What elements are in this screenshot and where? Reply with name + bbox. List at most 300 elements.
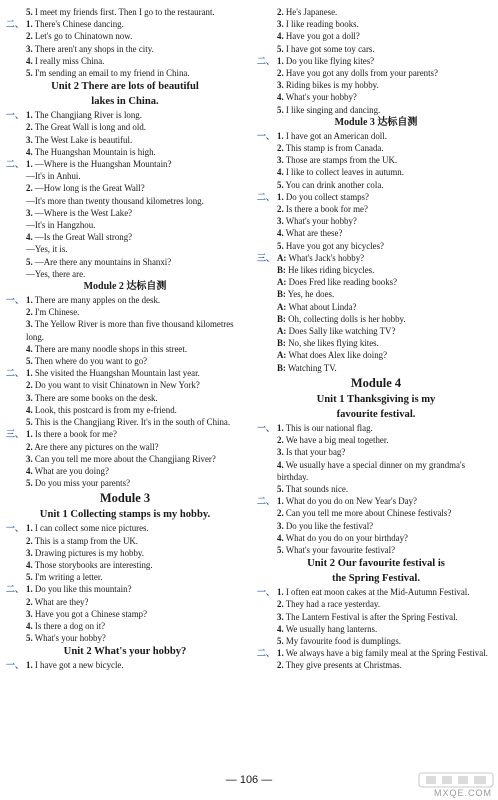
item-number: 1. bbox=[26, 19, 33, 30]
item-number: A: bbox=[277, 252, 287, 263]
answer-line bbox=[6, 571, 244, 583]
item-number: 4. bbox=[26, 620, 33, 631]
unit-heading: Unit 2 What's your hobby? bbox=[63, 646, 187, 658]
answer-line bbox=[6, 318, 244, 342]
answer-text: Drawing pictures is my hobby. bbox=[34, 547, 144, 558]
answer-text: We have a big meal together. bbox=[285, 435, 389, 446]
item-number: 4. bbox=[277, 92, 284, 103]
item-number: 2. bbox=[26, 183, 33, 194]
answer-line bbox=[257, 362, 495, 374]
answer-line bbox=[257, 18, 495, 30]
answer-line bbox=[6, 379, 244, 391]
answer-line bbox=[257, 313, 495, 325]
item-number: 1. bbox=[26, 159, 33, 170]
item-number: 3. bbox=[277, 155, 284, 166]
answer-text: What's Jack's hobby? bbox=[288, 252, 365, 263]
answer-line bbox=[257, 276, 495, 288]
answer-line bbox=[257, 191, 495, 203]
answer-line bbox=[6, 134, 244, 146]
section-marker: 一、 bbox=[6, 295, 24, 306]
answer-text: There are many apples on the desk. bbox=[34, 295, 161, 306]
answer-text: What's your hobby? bbox=[34, 633, 106, 644]
item-number: 2. bbox=[277, 143, 284, 154]
unit-heading: the Spring Festival. bbox=[332, 573, 420, 585]
item-number: 5. bbox=[26, 417, 33, 428]
answer-text: —Where is the West Lake? bbox=[34, 207, 133, 218]
answer-line bbox=[257, 301, 495, 313]
answer-line bbox=[257, 6, 495, 18]
answer-text: I like singing and dancing. bbox=[285, 104, 381, 115]
answer-line bbox=[6, 477, 244, 489]
answer-text: Do you like this mountain? bbox=[34, 584, 132, 595]
answer-text: We always have a big family meal at the Spring Festival. bbox=[285, 648, 488, 659]
item-number: 3. bbox=[277, 520, 284, 531]
answer-text: This is our national flag. bbox=[285, 422, 373, 433]
answer-text: There aren't any shops in the city. bbox=[34, 43, 154, 54]
page-number: — 106 — bbox=[225, 774, 273, 786]
item-number: 5. bbox=[277, 240, 284, 251]
answer-line bbox=[6, 231, 244, 243]
watermark-text: MXQE.COM bbox=[433, 788, 492, 798]
answer-line bbox=[6, 243, 244, 255]
item-number: 3. bbox=[26, 547, 33, 558]
item-number: 5. bbox=[26, 356, 33, 367]
answer-text: What do you do on your birthday? bbox=[285, 532, 408, 543]
section-marker: 一、 bbox=[257, 587, 275, 598]
item-number: 5. bbox=[277, 179, 284, 190]
module-test-heading: Module 2 达标自测 bbox=[83, 281, 167, 293]
answer-text: What are these? bbox=[285, 228, 343, 239]
right-column bbox=[257, 6, 495, 672]
item-number: 5. bbox=[26, 572, 33, 583]
answer-line bbox=[6, 30, 244, 42]
item-number: 1. bbox=[277, 422, 284, 433]
item-number: 1. bbox=[26, 368, 33, 379]
answer-line bbox=[6, 219, 244, 231]
answer-text: There are some books on the desk. bbox=[34, 392, 158, 403]
answer-line bbox=[6, 404, 244, 416]
answer-line bbox=[257, 30, 495, 42]
section-marker: 三、 bbox=[6, 429, 24, 440]
item-number: 5. bbox=[26, 7, 33, 17]
answer-line bbox=[257, 434, 495, 446]
answer-line bbox=[6, 583, 244, 595]
item-number: 5. bbox=[277, 43, 284, 54]
answer-text: I like to collect leaves in autumn. bbox=[285, 167, 404, 178]
item-number: 3. bbox=[277, 447, 284, 458]
answer-text: I'm sending an email to my friend in China. bbox=[34, 68, 190, 79]
item-number: 4. bbox=[26, 465, 33, 476]
answer-line bbox=[6, 596, 244, 608]
item-number: 2. bbox=[26, 307, 33, 318]
answer-text: My favourite food is dumplings. bbox=[285, 635, 401, 646]
answer-line bbox=[257, 227, 495, 239]
answer-line bbox=[6, 392, 244, 404]
answer-text: Have you got a Chinese stamp? bbox=[34, 608, 148, 619]
item-number: 3. bbox=[26, 453, 33, 464]
answer-text: I meet my friends first. Then I go to the restaurant. bbox=[34, 7, 215, 17]
answer-line bbox=[257, 659, 495, 671]
section-marker: 一、 bbox=[257, 130, 275, 141]
answer-text: Look, this postcard is from my e-friend. bbox=[34, 404, 177, 415]
answer-text: He's Japanese. bbox=[285, 7, 338, 17]
unit-heading: lakes in China. bbox=[91, 96, 159, 108]
answer-text: —Is the Great Wall strong? bbox=[34, 232, 133, 243]
unit-heading: Unit 2 Our favourite festival is bbox=[307, 558, 445, 570]
answer-text: This is a stamp from the UK. bbox=[34, 535, 138, 546]
item-number: 5. bbox=[277, 544, 284, 555]
answer-line bbox=[257, 598, 495, 610]
answer-text: I have got a new bicycle. bbox=[34, 660, 124, 671]
item-number: 4. bbox=[277, 459, 284, 470]
answer-text: What do you do on New Year's Day? bbox=[285, 496, 417, 507]
answer-text: There's Chinese dancing. bbox=[34, 19, 124, 30]
left-column bbox=[6, 6, 244, 672]
answer-text: Do you collect stamps? bbox=[285, 191, 369, 202]
item-number: 4. bbox=[26, 559, 33, 570]
answer-line bbox=[6, 207, 244, 219]
answer-line bbox=[257, 483, 495, 495]
answer-text: That sounds nice. bbox=[285, 483, 349, 494]
item-number: 4. bbox=[277, 228, 284, 239]
answer-line bbox=[6, 55, 244, 67]
item-number: 3. bbox=[277, 216, 284, 227]
answer-text: I'm Chinese. bbox=[34, 307, 80, 318]
answer-line bbox=[6, 453, 244, 465]
item-number: 4. bbox=[26, 146, 33, 157]
item-number: 4. bbox=[277, 623, 284, 634]
item-number: B: bbox=[277, 362, 286, 373]
answer-line bbox=[257, 446, 495, 458]
answer-text: No, she likes flying kites. bbox=[288, 338, 379, 349]
answer-line bbox=[6, 465, 244, 477]
answer-line bbox=[257, 104, 495, 116]
item-number: 2. bbox=[277, 508, 284, 519]
item-number: 4. bbox=[26, 343, 33, 354]
answer-line bbox=[257, 79, 495, 91]
answer-line bbox=[257, 647, 495, 659]
item-number: 1. bbox=[277, 648, 284, 659]
section-marker: 二、 bbox=[6, 19, 24, 30]
item-number: 4. bbox=[277, 532, 284, 543]
answer-text: Yes, he does. bbox=[287, 289, 335, 300]
section-marker: 一、 bbox=[257, 422, 275, 433]
answer-text: Have you got any bicycles? bbox=[285, 240, 384, 251]
answer-line bbox=[257, 623, 495, 635]
answer-line bbox=[6, 659, 244, 671]
item-number: 5. bbox=[26, 68, 33, 79]
answer-text: Is there a book for me? bbox=[285, 204, 368, 215]
answer-text: Riding bikes is my hobby. bbox=[285, 80, 379, 91]
answer-line bbox=[257, 349, 495, 361]
answer-text: The Lantern Festival is after the Spring Festival. bbox=[285, 611, 458, 622]
item-number: 1. bbox=[277, 55, 284, 66]
answer-text: Have you got a doll? bbox=[285, 31, 360, 42]
answer-line bbox=[6, 632, 244, 644]
unit-heading: Unit 2 There are lots of beautiful bbox=[51, 81, 199, 93]
answer-line bbox=[257, 586, 495, 598]
answer-text: Watching TV. bbox=[287, 362, 337, 373]
answer-text: —Yes, it is. bbox=[26, 244, 68, 255]
item-number: B: bbox=[277, 289, 286, 300]
item-number: 2. bbox=[277, 599, 284, 610]
item-number: 2. bbox=[277, 660, 284, 671]
unit-heading: Unit 1 Thanksgiving is my bbox=[316, 393, 436, 405]
answer-text: I'm writing a letter. bbox=[34, 572, 103, 583]
answer-line bbox=[257, 240, 495, 252]
answer-line bbox=[6, 343, 244, 355]
answer-text: The Yellow River is more than five thousand kilometres long. bbox=[26, 319, 234, 342]
answer-text: We usually hang lanterns. bbox=[285, 623, 378, 634]
item-number: 2. bbox=[277, 68, 284, 79]
item-number: A: bbox=[277, 350, 287, 361]
answer-text: This is the Changjiang River. It's in the south of China. bbox=[34, 417, 231, 428]
item-number: B: bbox=[277, 338, 286, 349]
answer-text: Can you tell me more about Chinese festivals? bbox=[285, 508, 452, 519]
item-number: 5. bbox=[26, 478, 33, 489]
answer-line bbox=[6, 146, 244, 158]
item-number: 4. bbox=[26, 404, 33, 415]
answer-line bbox=[257, 337, 495, 349]
answer-line bbox=[6, 294, 244, 306]
answer-line bbox=[257, 91, 495, 103]
answer-line bbox=[6, 158, 244, 170]
answer-line bbox=[257, 611, 495, 623]
section-marker: 一、 bbox=[6, 660, 24, 671]
item-number: 3. bbox=[26, 392, 33, 403]
answer-line bbox=[257, 635, 495, 647]
answer-text: What does Alex like doing? bbox=[288, 350, 388, 361]
answer-text: The Great Wall is long and old. bbox=[34, 122, 146, 133]
answer-text: What are you doing? bbox=[34, 465, 109, 476]
answer-line bbox=[257, 142, 495, 154]
item-number: 2. bbox=[26, 31, 33, 42]
answer-text: I have got some toy cars. bbox=[285, 43, 375, 54]
answer-line bbox=[6, 18, 244, 30]
item-number: 4. bbox=[26, 232, 33, 243]
item-number: 2. bbox=[277, 435, 284, 446]
answer-line bbox=[6, 522, 244, 534]
answer-line bbox=[257, 166, 495, 178]
answer-text: I like reading books. bbox=[285, 19, 359, 30]
answer-text: —How long is the Great Wall? bbox=[34, 183, 145, 194]
item-number: 3. bbox=[26, 43, 33, 54]
answer-text: What's your favourite festival? bbox=[285, 544, 396, 555]
answer-text: Do you like the festival? bbox=[285, 520, 374, 531]
unit-heading: favourite festival. bbox=[336, 408, 416, 420]
answer-text: Oh, collecting dolls is her hobby. bbox=[288, 313, 406, 324]
answer-text: Is that your bag? bbox=[285, 447, 346, 458]
item-number: 1. bbox=[277, 130, 284, 141]
answer-line bbox=[6, 268, 244, 280]
answer-line bbox=[257, 325, 495, 337]
answer-text: Those storybooks are interesting. bbox=[34, 559, 153, 570]
item-number: 3. bbox=[277, 80, 284, 91]
answer-text: Let's go to Chinatown now. bbox=[34, 31, 133, 42]
item-number: 1. bbox=[26, 429, 33, 440]
answer-text: I can collect some nice pictures. bbox=[34, 523, 149, 534]
item-number: 5. bbox=[277, 635, 284, 646]
answer-line bbox=[257, 507, 495, 519]
answer-text: Do you like flying kites? bbox=[285, 55, 375, 66]
item-number: 1. bbox=[277, 191, 284, 202]
answer-text: There are many noodle shops in this street. bbox=[34, 343, 188, 354]
answer-line bbox=[257, 154, 495, 166]
answer-text: The Huangshan Mountain is high. bbox=[34, 146, 156, 157]
answer-line bbox=[6, 535, 244, 547]
item-number: 3. bbox=[277, 19, 284, 30]
answer-line bbox=[257, 520, 495, 532]
answer-line bbox=[6, 416, 244, 428]
answer-text: She visited the Huangshan Mountain last year. bbox=[34, 368, 200, 379]
answer-line bbox=[6, 441, 244, 453]
answer-text: —It's in Hangzhou. bbox=[26, 220, 96, 231]
item-number: 2. bbox=[277, 204, 284, 215]
answer-text: Then where do you want to go? bbox=[34, 356, 148, 367]
item-number: 3. bbox=[26, 319, 33, 330]
answer-text: What about Linda? bbox=[288, 301, 357, 312]
item-number: 2. bbox=[26, 596, 33, 607]
answer-line bbox=[257, 179, 495, 191]
answer-text: The West Lake is beautiful. bbox=[34, 134, 133, 145]
item-number: A: bbox=[277, 301, 287, 312]
item-number: 2. bbox=[26, 380, 33, 391]
item-number: 2. bbox=[26, 535, 33, 546]
answer-line bbox=[257, 215, 495, 227]
answer-line bbox=[6, 121, 244, 133]
answer-line bbox=[6, 306, 244, 318]
answer-text: Is there a book for me? bbox=[34, 429, 117, 440]
answer-line bbox=[257, 43, 495, 55]
answer-line bbox=[257, 55, 495, 67]
answer-text: Do you miss your parents? bbox=[34, 478, 131, 489]
item-number: 1. bbox=[277, 587, 284, 598]
answer-line bbox=[257, 203, 495, 215]
answer-text: What's your hobby? bbox=[285, 92, 357, 103]
answer-text: —Where is the Huangshan Mountain? bbox=[34, 159, 172, 170]
item-number: 4. bbox=[277, 31, 284, 42]
answer-text: The Changjiang River is long. bbox=[34, 110, 142, 121]
answer-line bbox=[6, 367, 244, 379]
answer-line bbox=[6, 67, 244, 79]
answer-line bbox=[257, 532, 495, 544]
answer-line bbox=[257, 288, 495, 300]
unit-heading: Unit 1 Collecting stamps is my hobby. bbox=[39, 509, 211, 521]
answer-text: What's your hobby? bbox=[285, 216, 357, 227]
item-number: 3. bbox=[26, 608, 33, 619]
answer-text: We usually have a special dinner on my grandma's birthday. bbox=[277, 459, 466, 482]
answer-text: Do you want to visit Chinatown in New York? bbox=[34, 380, 200, 391]
answer-line bbox=[6, 547, 244, 559]
item-number: B: bbox=[277, 265, 286, 276]
item-number: 5. bbox=[277, 104, 284, 115]
item-number: 1. bbox=[277, 496, 284, 507]
answer-line bbox=[257, 422, 495, 434]
answer-line bbox=[6, 428, 244, 440]
answer-line bbox=[257, 495, 495, 507]
section-marker: 二、 bbox=[257, 648, 275, 659]
answer-text: Can you tell me more about the Changjiang River? bbox=[34, 453, 216, 464]
item-number: 4. bbox=[277, 167, 284, 178]
answer-line bbox=[6, 170, 244, 182]
item-number: 3. bbox=[26, 207, 33, 218]
section-marker: 三、 bbox=[257, 252, 275, 263]
answer-text: —Are there any mountains in Shanxi? bbox=[34, 256, 172, 267]
item-number: B: bbox=[277, 313, 286, 324]
answer-line bbox=[6, 256, 244, 268]
module-heading: Module 3 bbox=[99, 491, 151, 506]
item-number: 5. bbox=[26, 256, 33, 267]
section-marker: 二、 bbox=[6, 584, 24, 595]
answer-text: I often eat moon cakes at the Mid-Autumn Festival. bbox=[285, 587, 470, 598]
item-number: 1. bbox=[26, 584, 33, 595]
item-number: 5. bbox=[26, 633, 33, 644]
answer-text: He likes riding bicycles. bbox=[288, 265, 375, 276]
module-test-heading: Module 3 达标自测 bbox=[334, 116, 418, 128]
answer-text: Does Fred like reading books? bbox=[288, 277, 398, 288]
section-marker: 二、 bbox=[257, 55, 275, 66]
answer-line bbox=[257, 252, 495, 264]
item-number: 1. bbox=[26, 523, 33, 534]
item-number: A: bbox=[277, 277, 287, 288]
section-marker: 一、 bbox=[6, 523, 24, 534]
answer-text: Is there a dog on it? bbox=[34, 620, 106, 631]
answer-text: Are there any pictures on the wall? bbox=[34, 441, 159, 452]
section-marker: 二、 bbox=[257, 191, 275, 202]
section-marker: 二、 bbox=[6, 159, 24, 170]
section-marker: 二、 bbox=[6, 368, 24, 379]
answer-line bbox=[6, 608, 244, 620]
answer-text: Have you got any dolls from your parents? bbox=[285, 68, 438, 79]
answer-line bbox=[6, 559, 244, 571]
answer-line bbox=[6, 109, 244, 121]
answer-text: I have got an American doll. bbox=[285, 130, 387, 141]
answer-line bbox=[6, 620, 244, 632]
item-number: 1. bbox=[26, 295, 33, 306]
answer-text: —Yes, there are. bbox=[26, 268, 86, 279]
item-number: 4. bbox=[26, 55, 33, 66]
answer-line bbox=[257, 264, 495, 276]
answer-line bbox=[6, 182, 244, 194]
answer-text: Does Sally like watching TV? bbox=[288, 326, 396, 337]
module-heading: Module 4 bbox=[350, 375, 402, 390]
item-number: 3. bbox=[26, 134, 33, 145]
answer-line bbox=[6, 355, 244, 367]
item-number: 3. bbox=[277, 611, 284, 622]
item-number: 2. bbox=[26, 122, 33, 133]
section-marker: 二、 bbox=[257, 496, 275, 507]
item-number: 2. bbox=[277, 7, 284, 17]
answer-line bbox=[6, 43, 244, 55]
section-marker: 一、 bbox=[6, 110, 24, 121]
answer-text: What are they? bbox=[34, 596, 89, 607]
answer-text: I really miss China. bbox=[34, 55, 105, 66]
answer-line bbox=[257, 544, 495, 556]
answer-line bbox=[6, 195, 244, 207]
answer-text: Those are stamps from the UK. bbox=[285, 155, 398, 166]
answer-text: They give presents at Christmas. bbox=[285, 660, 402, 671]
item-number: 1. bbox=[26, 110, 33, 121]
answer-text: —It's more than twenty thousand kilometres long. bbox=[26, 195, 204, 206]
answer-text: They had a race yesterday. bbox=[285, 599, 381, 610]
item-number: A: bbox=[277, 326, 287, 337]
item-number: 2. bbox=[26, 441, 33, 452]
answer-line bbox=[6, 6, 244, 18]
answer-line bbox=[257, 130, 495, 142]
answer-text: —It's in Anhui. bbox=[26, 171, 81, 182]
answer-line bbox=[257, 67, 495, 79]
item-number: 1. bbox=[26, 660, 33, 671]
